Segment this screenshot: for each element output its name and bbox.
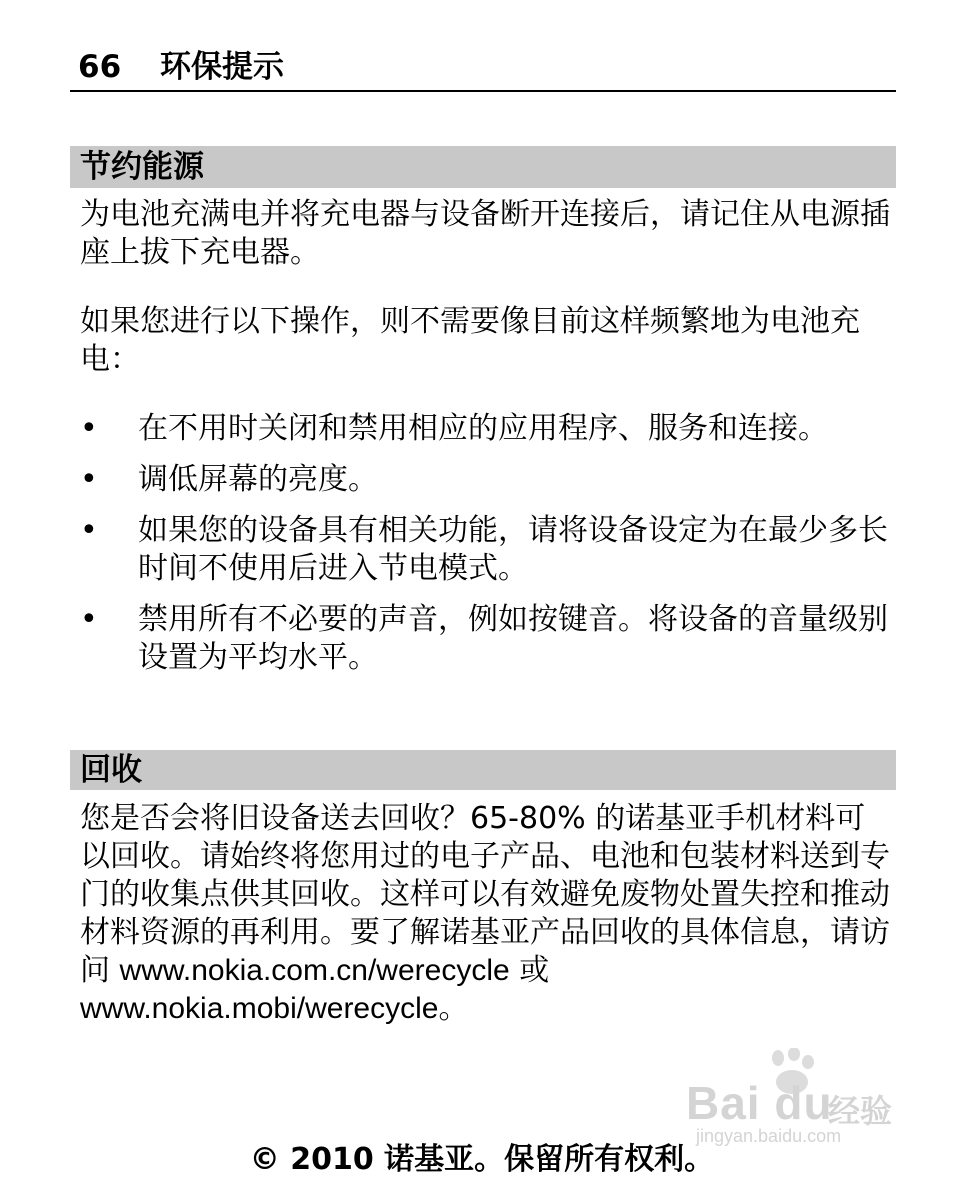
page-header bbox=[70, 44, 896, 92]
section-heading-recycle: 回收 bbox=[70, 750, 896, 790]
list-item-text: 如果您的设备具有相关功能，请将设备设定为在最少多长时间不使用后进入节电模式。 bbox=[138, 513, 888, 586]
page-title: 环保提示 bbox=[160, 49, 284, 85]
list-item bbox=[80, 461, 895, 499]
page-number: 66 bbox=[78, 49, 122, 85]
watermark-brand-cn: 经验 bbox=[828, 1093, 893, 1129]
list-item-text: 禁用所有不必要的声音，例如按键音。将设备的音量级别设置为平均水平。 bbox=[138, 602, 888, 675]
watermark-url: jingyan.baidu.com bbox=[696, 1126, 842, 1146]
connector-text: 或 bbox=[509, 953, 550, 988]
list-item bbox=[80, 410, 895, 448]
bullet-icon: • bbox=[80, 462, 98, 497]
bullet-icon: • bbox=[80, 411, 98, 446]
list-item bbox=[80, 601, 895, 677]
list-item bbox=[80, 512, 895, 588]
copyright-footer: © 2010 诺基亚。保留所有权利。 bbox=[249, 1142, 715, 1177]
paragraph-recycle bbox=[80, 800, 890, 1028]
section-heading-energy: 节约能源 bbox=[70, 146, 896, 188]
energy-tips-list bbox=[80, 410, 895, 690]
recycle-suffix: 。 bbox=[438, 991, 469, 1026]
bullet-icon: • bbox=[80, 602, 98, 637]
list-item-text: 在不用时关闭和禁用相应的应用程序、服务和连接。 bbox=[138, 411, 828, 446]
bullet-icon: • bbox=[80, 513, 98, 548]
list-item-text: 调低屏幕的亮度。 bbox=[138, 462, 378, 497]
watermark-brand: Bai du bbox=[686, 1077, 833, 1129]
baidu-watermark bbox=[686, 1048, 906, 1148]
paragraph-charge-less: 如果您进行以下操作，则不需要像目前这样频繁地为电池充电： bbox=[80, 304, 860, 377]
recycle-link-mobi[interactable]: www.nokia.mobi/werecycle bbox=[80, 992, 439, 1025]
recycle-text: 您是否会将旧设备送去回收？65-80% 的诺基亚手机材料可以回收。请始终将您用过的电子产品、电池和包装材料送到专门的收集点供其回收。这样可以有效避免废物处置失控和推动材料资源的再利用。要了解诺基亚产品回收的具体信息，请访问 bbox=[80, 801, 890, 988]
paragraph-unplug-charger: 为电池充满电并将充电器与设备断开连接后，请记住从电源插座上拔下充电器。 bbox=[80, 197, 890, 270]
recycle-link-cn[interactable]: www.nokia.com.cn/werecycle bbox=[119, 954, 510, 987]
